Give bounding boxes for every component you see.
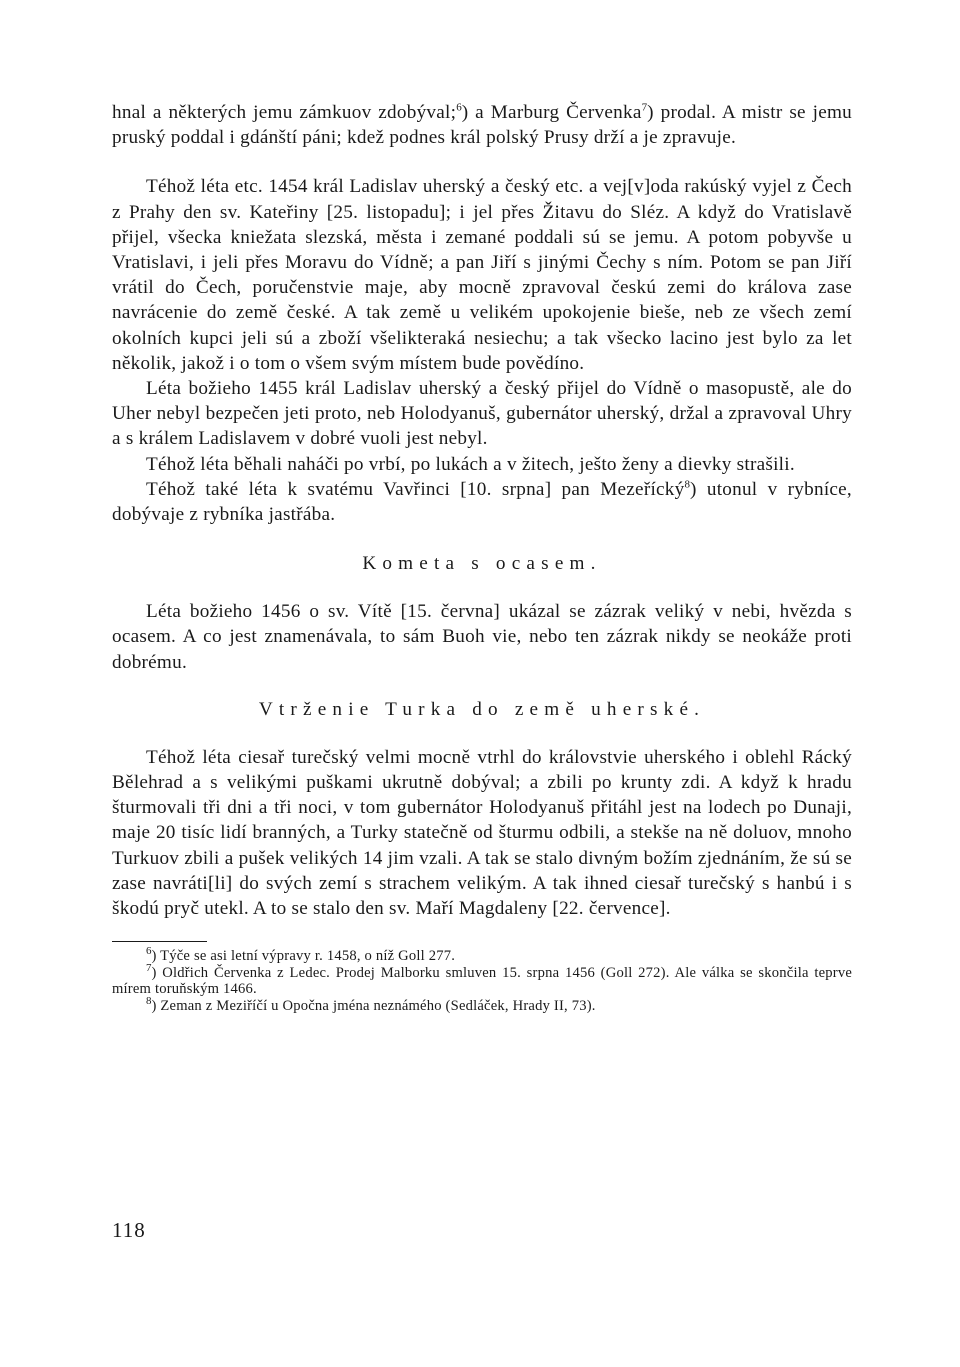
- paragraph-3: Léta božieho 1455 král Ladislav uherský a český přijel do Vídně o masopustě, ale do Uher nebyl bezpečen jeti proto, neb Holodyanuš, gubernátor uherský, držal a zpravoval Uhry a s králem Ladislavem v dobré vuoli jest nebyl.: [112, 378, 852, 450]
- section-heading-turks: Vtrženie Turka do země uherské.: [258, 698, 706, 720]
- footnote-ref-6: 6: [456, 101, 462, 114]
- footnote-8: [112, 995, 852, 1015]
- page-body: [112, 100, 852, 1015]
- paragraph-2: Téhož léta etc. 1454 král Ladislav uherský a český etc. a vej[v]oda rakúský vyjel z Čech z Prahy den sv. Kateřiny [25. listopadu]; i jel přes Žitavu do Sléz. A když do Vratislavě přijel, všecka kniežata slezská, města i zemané poddali sú se jemu. A potom pobyvše u Vratislavi, i jeli přes Moravu do Vídně; a pan Jiří s jinými Čechy s ním. Potom se pan Jiří vrátil do Čech, poručenstvie maje, aby mocně zpravoval českú zemi do králova zase navrácenie do země české. A tak země u velikém upokojenie bieše, neb ze všech zemí okolních kupci jeli sú a zboží všelikteraká nesiechu; a tak všecko lacino jest bylo za let několik, jakož i o tom o všem svým místem bude povědíno.: [112, 176, 852, 374]
- footnote-7: [112, 962, 852, 998]
- paragraph-gap: [112, 150, 852, 174]
- footnote-rule: [112, 941, 207, 942]
- section-heading-comet: Kometa s ocasem.: [362, 553, 602, 575]
- footnote-7-text: ) Oldřich Červenka z Ledec. Prodej Malborku smluven 15. srpna 1456 (Goll 272). Ale válka se skončila teprve mírem toruňským 1466.: [112, 964, 852, 998]
- footnote-6: [112, 945, 852, 965]
- footnote-ref-8: 8: [684, 478, 690, 491]
- paragraph-1-text-b: ) a Marburg Červenka: [461, 102, 642, 123]
- paragraph-6: Léta božieho 1456 o sv. Vítě [15. června] ukázal se zázrak veliký v nebi, hvězda s ocasem. A co jest znamenávala, to sám Buoh vie, nebo ten zázrak nikdy se neokáže proti dobrému.: [112, 601, 852, 673]
- footnote-8-text: ) Zeman z Meziříčí u Opočna jména neznámého (Sedláček, Hrady II, 73).: [151, 998, 596, 1015]
- footnote-ref-7: 7: [641, 101, 648, 114]
- paragraph-5-text: Téhož také léta k svatému Vavřinci [10. srpna] pan Mezeřícký: [146, 478, 685, 500]
- page-number: 118: [112, 1218, 146, 1242]
- paragraph-4: Téhož léta běhali naháči po vrbí, po lukách a v žitech, ješto ženy a dievky strašili.: [146, 453, 795, 475]
- paragraph-1-text-c: ) prodal. A mistr se jemu pruský poddal i gdánští páni; kdež podnes král polský Prusy drží a je zpravuje.: [112, 102, 852, 149]
- footnote-mark-8: 8: [146, 995, 152, 1008]
- paragraph-1-text: hnal a některých jemu zámkuov zdobýval;: [112, 102, 457, 123]
- footnote-6-text: ) Týče se asi letní výpravy r. 1458, o níž Goll 277.: [151, 948, 456, 965]
- paragraph-5: [112, 477, 852, 527]
- paragraph-1: [112, 100, 852, 150]
- paragraph-5-text-b: ) utonul v rybníce, dobývaje z rybníka jastřába.: [112, 478, 852, 526]
- footnote-mark-6: 6: [146, 945, 152, 958]
- paragraph-7: Téhož léta ciesař turečský velmi mocně vtrhl do královstvie uherského i oblehl Rácký Bělehrad a s velikými puškami ukrutně dobýval; a zbili po krunty zdi. A když k hradu šturmovali tři dni a tři noci, v tom gubernátor Holodyanuš přitáhl jest na lodech po Dunaji, maje 20 tisíc lidí branných, a Turky statečně od šturmu odbili, a stekše na ně doluov, mnoho Turkuov zbili a pušek velikých 14 jim vzali. A tak se stalo divným božím zjednáním, že sú se zase navráti[li] do svých zemí s strachem velikým. A tak ihned ciesař turečský s hanbú i s škodú pryč utekl. A to se stalo den sv. Maří Magdaleny [22. července].: [112, 746, 852, 920]
- footnote-mark-7: 7: [146, 962, 152, 975]
